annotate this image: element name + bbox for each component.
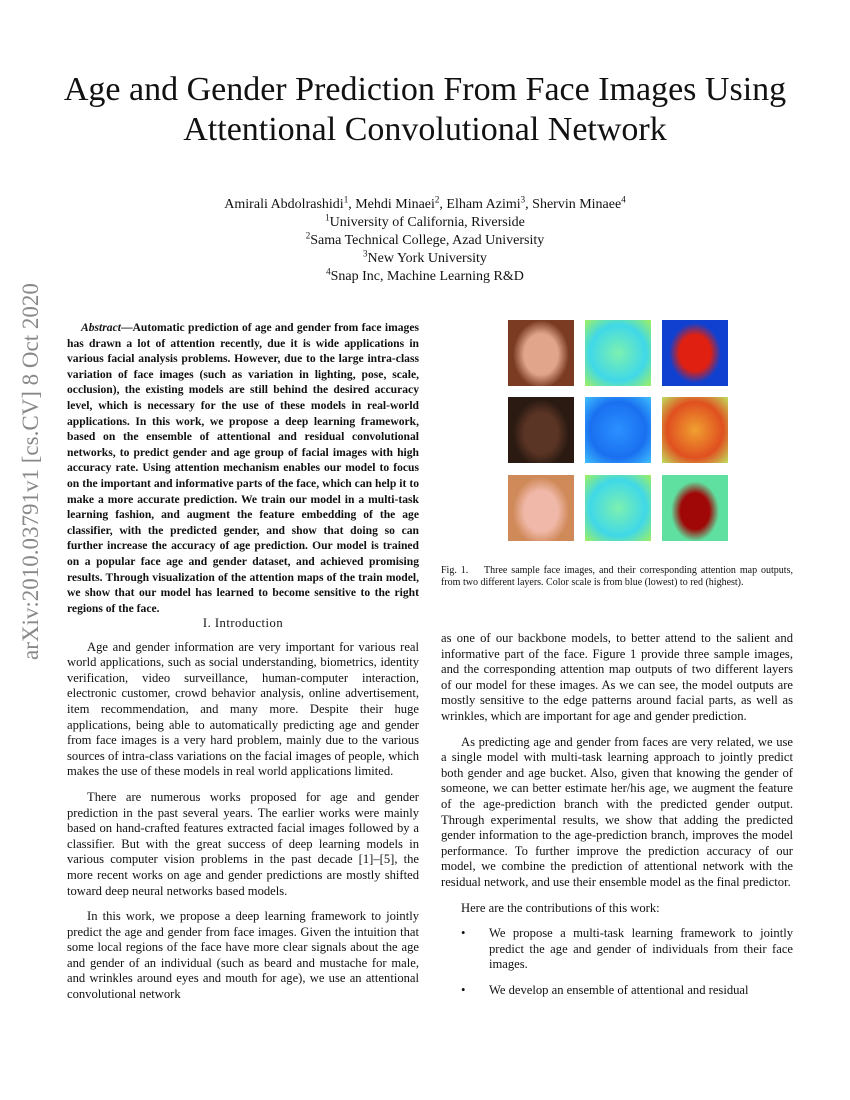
affiliation [0, 268, 850, 286]
list-item-text: We propose a multi-task learning framework to jointly predict the age and gender of individuals from their face images. [489, 926, 793, 972]
list-item-text: We develop an ensemble of attentional and residual [489, 982, 749, 997]
author-block [0, 196, 850, 286]
aff-mark: 2 [434, 194, 440, 205]
aff-text: University of California, Riverside [329, 215, 525, 230]
attention-map-layer1 [585, 475, 651, 541]
abstract-label: Abstract [81, 321, 121, 334]
attention-map-layer2 [662, 320, 728, 386]
affiliation [0, 232, 850, 250]
attention-map-layer1 [585, 397, 651, 463]
face-image [508, 397, 574, 463]
author-name: Shervin Minaee [532, 197, 622, 212]
title-line: Age and Gender Prediction From Face Images Using [63, 71, 787, 108]
figure-caption [441, 565, 793, 590]
arxiv-stamp: arXiv:2010.03791v1 [cs.CV] 8 Oct 2020 [18, 283, 43, 660]
aff-mark: 3 [520, 194, 526, 205]
caption-text: Three sample face images, and their corresponding attention map outputs, from two different layers. Color scale is from blue (lowest) to red (highest). [441, 565, 793, 589]
paragraph: In this work, we propose a deep learning framework to jointly predict the age and gender from face images. Given the intuition that some local regions of the face have more clear signals about the age and gender of an individual (such as beard and mustache for male, and wrinkles around eyes and mouth for age), we use an attentional convolutional network [67, 909, 419, 1002]
affiliation [0, 214, 850, 232]
aff-num: 3 [363, 248, 368, 259]
list-item [441, 926, 793, 973]
author-name: Elham Azimi [446, 197, 521, 212]
aff-num: 1 [325, 212, 330, 223]
abstract [67, 320, 419, 616]
aff-mark: 1 [343, 194, 349, 205]
aff-text: Snap Inc, Machine Learning R&D [330, 269, 524, 284]
paragraph: as one of our backbone models, to better attend to the salient and informative part of the face. Figure 1 provide three sample images, and the corresponding attention map outputs of two different layers of our model for these images. As we can see, the model outputs are mostly sensitive to the edge patterns around facial parts, as well as wrinkles, which are important for age and gender prediction. [441, 631, 793, 723]
contributions-list [441, 926, 793, 998]
figure-1-grid [508, 320, 730, 542]
list-item [441, 983, 793, 999]
title-line: Attentional Convolutional Network [183, 111, 667, 148]
section-heading: I. Introduction [202, 616, 284, 630]
right-column-body [441, 631, 793, 1008]
author-name: Mehdi Minaei [355, 197, 435, 212]
aff-text: Sama Technical College, Azad University [310, 233, 545, 248]
attention-map-layer1 [585, 320, 651, 386]
face-image [508, 320, 574, 386]
bullet-icon: • [461, 982, 466, 997]
affiliation [0, 250, 850, 268]
abstract-text: —Automatic prediction of age and gender from face images has drawn a lot of attention recently, due it is wide applications in various facial analysis problems. However, due to the large intra-class variation of face images (such as variation in lighting, pose, scale, occlusion), the existing models are still behind the desired accuracy level, which is necessary for the use of these models in real-world applications. In this work, we propose a deep learning framework, based on the ensemble of attentional and residual convolutional networks, to predict gender and age group of facial images with high accuracy rate. Using attention mechanism enables our model to focus on the important and informative parts of the face, which can help it to make a more accurate prediction. We train our model in a multi-task learning fashion, and augment the feature embedding of the age classifier, with the predicted gender, and show that doing so can further increase the accuracy of age prediction. Our model is trained on a popular face age and gender dataset, and achieved promising results. Through visualization of the attention maps of the train model, we show that our model has learned to become sensitive to the right regions of the face. [67, 321, 419, 615]
paragraph: Here are the contributions of this work: [461, 900, 660, 915]
left-column-body [67, 616, 419, 1013]
author-name: Amirali Abdolrashidi [224, 197, 344, 212]
aff-text: New York University [367, 251, 487, 266]
paragraph: Age and gender information are very important for various real world applications, such as social understanding, biometrics, identity verification, video surveillance, human-computer interaction, electronic customer, crowd behavior analysis, online advertisement, item recommendation, and many more. Despite their huge applications, being able to automatically predicting age and gender from face images is a very hard problem, mainly due to the various sources of intra-class variations on the facial images of people, which makes the use of these models in real world applications limited. [67, 639, 419, 779]
bullet-icon: • [461, 926, 466, 941]
author-list: Amirali Abdolrashidi$^1$, Mehdi Minaei$^2$, Elham Azimi$^3$, Shervin Minaee$^4$ [224, 194, 626, 212]
face-image [508, 475, 574, 541]
paragraph: As predicting age and gender from faces are very related, we use a single model with multi-task learning approach to jointly predict both gender and age bucket. Also, given that knowing the gender of someone, we can better estimate her/his age, we augment the feature of the age-prediction branch with the predicted gender output. Through experimental results, we show that adding the predicted gender information to the age-prediction branch, improves the model performance. To further improve the prediction accuracy of our model, we combine the prediction of attentional network with the residual network, and use their ensemble model as the final predictor. [441, 734, 793, 889]
caption-label: Fig. 1. [441, 565, 469, 576]
aff-num: 4 [326, 266, 331, 277]
attention-map-layer2 [662, 397, 728, 463]
attention-map-layer2 [662, 475, 728, 541]
aff-mark: 4 [621, 194, 626, 205]
aff-num: 2 [305, 230, 311, 241]
paragraph: There are numerous works proposed for age and gender prediction in the past several years. The earlier works were mainly based on hand-crafted features extracted facial images followed by a classifier. But with the great success of deep learning models in various computer vision problems in the past decade [1]–[5], the more recent works on age and gender predictions are mostly shifted toward deep neural networks based models. [67, 789, 419, 898]
paper-title [0, 70, 850, 150]
